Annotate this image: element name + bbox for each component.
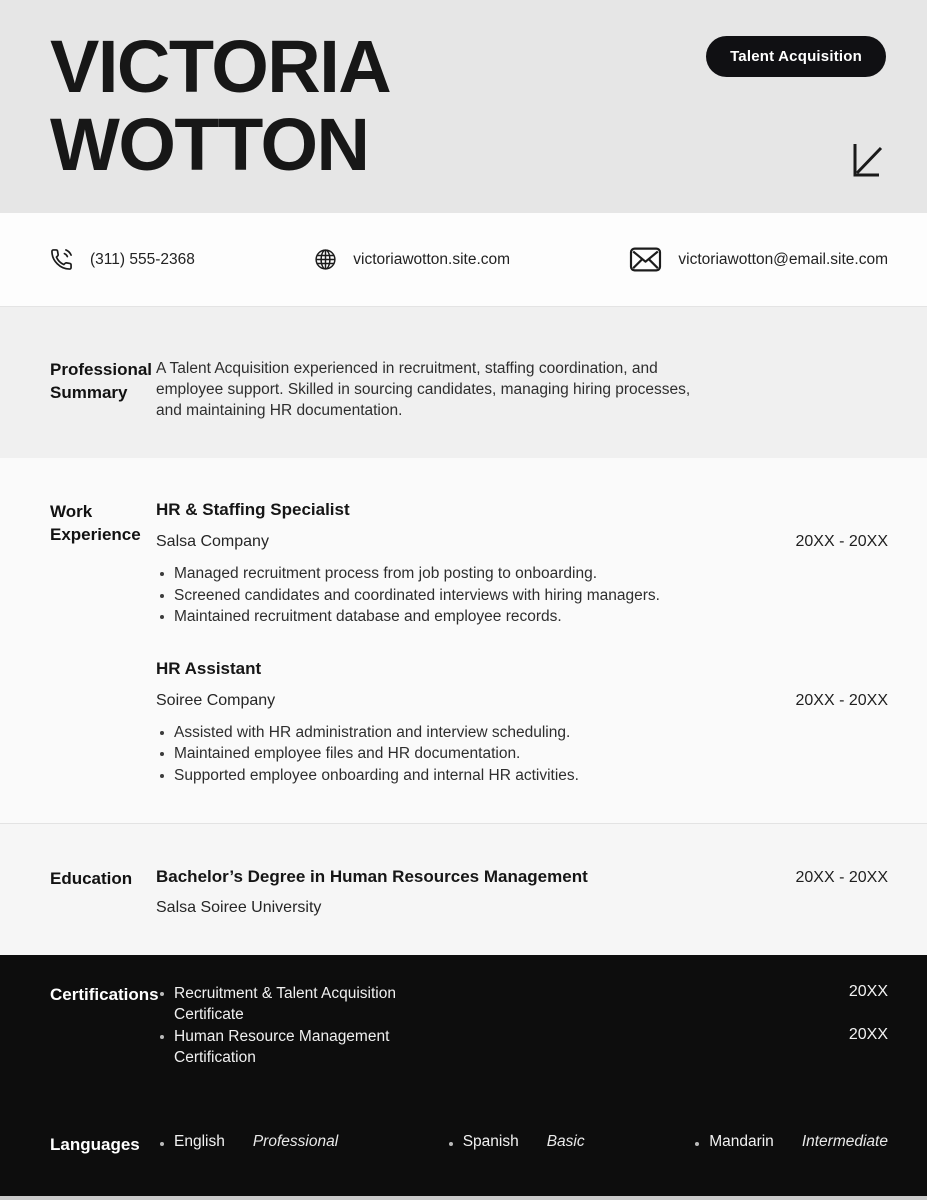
job-entry	[156, 659, 888, 787]
language-name: Spanish	[462, 1133, 519, 1150]
bullet-item	[156, 585, 888, 607]
education-label: Education	[50, 869, 133, 888]
contact-phone	[48, 246, 195, 273]
school-name: Salsa Soiree University	[156, 899, 322, 916]
bullet-item	[156, 606, 888, 628]
bullet-text: Maintained employee files and HR documentation.	[174, 745, 521, 762]
job-bullets	[156, 563, 888, 628]
bullet-dot	[160, 752, 164, 756]
bullet-dot	[695, 1142, 699, 1146]
job-title: HR & Staffing Specialist	[156, 500, 350, 519]
certification-year: 20XX	[848, 1026, 888, 1043]
company-name: Salsa Company	[156, 533, 269, 550]
bullet-item	[156, 563, 888, 585]
job-title: HR Assistant	[156, 658, 262, 678]
degree-title: Bachelor’s Degree in Human Resources Management	[156, 867, 588, 886]
dark-footer-block	[0, 955, 927, 1196]
certification-name: Recruitment & Talent Acquisition Certificate	[174, 985, 396, 1023]
role-badge: Talent Acquisition	[706, 36, 886, 77]
contact-bar	[0, 213, 927, 307]
contact-email	[628, 245, 888, 274]
website-link[interactable]: victoriawotton.site.com	[353, 250, 511, 268]
language-level: Intermediate	[801, 1133, 888, 1150]
page-bottom-edge	[0, 1196, 927, 1200]
bullet-text: Maintained recruitment database and employee records.	[174, 608, 562, 625]
bullet-text: Assisted with HR administration and interview scheduling.	[174, 723, 571, 741]
job-bullets	[156, 722, 888, 787]
arrow-down-left-icon	[848, 140, 886, 180]
certifications-section	[0, 983, 927, 1069]
language-name: Mandarin	[709, 1133, 774, 1150]
summary-text: A Talent Acquisition experienced in recruitment, staffing coordination, and employee support. Skilled in sourcing candidates, managing hiring processes, and maintaining HR documentation.	[156, 360, 691, 419]
bullet-dot	[160, 594, 164, 598]
work-experience-label: Work Experience	[50, 502, 141, 544]
bullet-dot	[160, 615, 164, 619]
language-level: Professional	[252, 1133, 339, 1150]
contact-website	[313, 247, 510, 272]
bullet-dot	[160, 1035, 164, 1039]
globe-icon	[313, 247, 338, 272]
bullet-dot	[160, 992, 164, 996]
bullet-text: Managed recruitment process from job posting to onboarding.	[174, 565, 598, 582]
bullet-dot	[160, 1142, 164, 1146]
summary-section	[0, 307, 927, 458]
phone-number: (311) 555-2368	[90, 250, 195, 268]
education-dates: 20XX - 20XX	[795, 869, 888, 886]
bullet-dot	[160, 731, 164, 735]
job-dates: 20XX - 20XX	[795, 533, 888, 550]
certification-name: Human Resource Management Certification	[174, 1028, 390, 1066]
name-line-1: VICTORIA	[50, 25, 391, 108]
language-item	[445, 1133, 585, 1151]
company-name: Soiree Company	[156, 691, 276, 709]
bullet-text: Supported employee onboarding and internal HR activities.	[174, 766, 579, 784]
name-line-2: WOTTON	[50, 103, 369, 186]
phone-icon	[48, 246, 75, 273]
language-level: Basic	[546, 1133, 585, 1150]
job-dates: 20XX - 20XX	[795, 691, 888, 709]
language-name: English	[174, 1133, 225, 1150]
languages-section	[0, 1133, 927, 1156]
languages-label: Languages	[50, 1135, 140, 1154]
education-section	[0, 823, 927, 955]
job-entry	[156, 500, 888, 628]
certification-year: 20XX	[848, 983, 888, 1000]
mail-icon	[628, 245, 663, 274]
bullet-dot	[160, 774, 164, 778]
work-experience-section	[0, 458, 927, 823]
bullet-dot	[449, 1142, 453, 1146]
language-item	[691, 1133, 888, 1151]
bullet-text: Screened candidates and coordinated interviews with hiring managers.	[174, 586, 660, 604]
language-item	[156, 1133, 338, 1151]
bullet-item	[156, 765, 888, 787]
certifications-label: Certifications	[50, 985, 159, 1004]
bullet-dot	[160, 572, 164, 576]
header-section	[0, 0, 927, 213]
certification-item	[156, 1026, 888, 1068]
bullet-item	[156, 722, 888, 744]
certification-item	[156, 983, 888, 1025]
bullet-item	[156, 743, 888, 765]
summary-label: Professional Summary	[50, 360, 153, 402]
email-link[interactable]: victoriawotton@email.site.com	[678, 250, 888, 268]
